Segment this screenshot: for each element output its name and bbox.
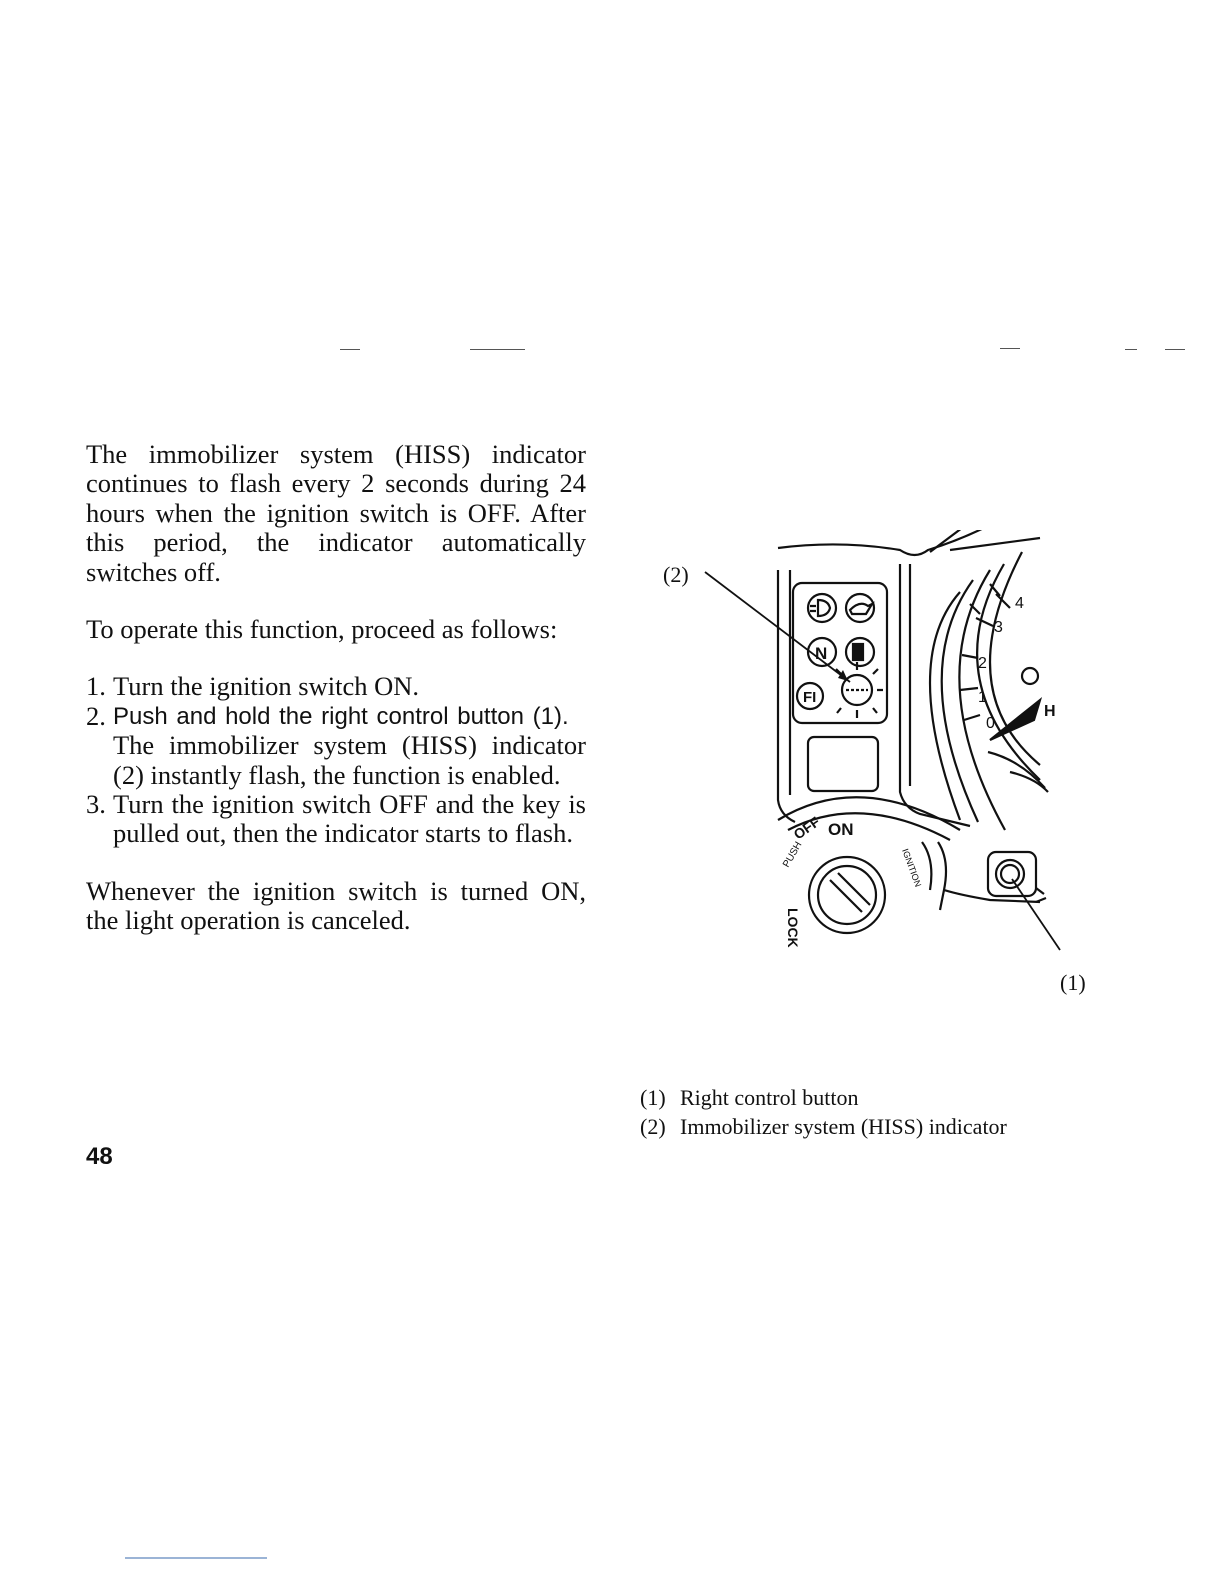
scan-artifact-line (1125, 349, 1137, 350)
ignition-lock-label: LOCK (785, 908, 801, 948)
page-number: 48 (86, 1143, 113, 1170)
gauge-number: 3 (994, 619, 1003, 636)
legend-text: Right control button (680, 1085, 859, 1110)
step-item (86, 702, 586, 790)
step-subtext: The immobilizer system (HISS) indicator (2) instantly flash, the function is enabled. (113, 730, 586, 790)
paragraph-closing: Whenever the ignition switch is turned ON, the light operation is canceled. (86, 875, 586, 936)
scan-artifact-line (1165, 349, 1185, 350)
step-text: Turn the ignition switch ON. (113, 671, 419, 702)
instrument-panel-illustration (660, 530, 1100, 1010)
gauge-number: 0 (986, 715, 995, 732)
ignition-push-label: PUSH (781, 839, 805, 870)
paragraph-hiss-flash: The immobilizer system (HISS) indicator continues to flash every 2 seconds during 24 hours when the ignition switch is OFF. After this period, the indicator automatically switches off. (86, 439, 586, 587)
ignition-on-label: ON (828, 820, 854, 839)
scan-artifact-line (1000, 348, 1020, 349)
step-item (86, 672, 586, 701)
ignition-label: IGNITION (900, 847, 924, 889)
legend-number: (1) (640, 1085, 666, 1110)
step-text: Turn the ignition switch OFF and the key is pulled out, then the indicator starts to flash. (113, 789, 586, 849)
gauge-number: 4 (1015, 595, 1024, 612)
paragraph-procedure-intro: To operate this function, proceed as follows: (86, 614, 558, 645)
gauge-number: 1 (978, 689, 987, 706)
bottom-rule (125, 1557, 267, 1559)
figure-legend (640, 1083, 1007, 1141)
step-number: 3. (86, 789, 106, 820)
callout-1-label: (1) (1060, 970, 1086, 995)
step-text: Push and hold the right control button (1). (113, 702, 569, 730)
legend-text: Immobilizer system (HISS) indicator (680, 1114, 1007, 1139)
body-text (86, 440, 586, 936)
gauge-number: 2 (978, 655, 987, 672)
neutral-icon: N (815, 644, 828, 663)
callout-2-label: (2) (663, 562, 689, 587)
step-number: 2. (86, 700, 106, 731)
step-number: 1. (86, 671, 106, 702)
scan-artifact-line (470, 349, 525, 350)
legend-item (640, 1083, 1007, 1112)
hot-marker: H (1044, 703, 1056, 720)
ignition-off-label: OFF (790, 813, 823, 843)
procedure-steps (86, 672, 586, 848)
legend-number: (2) (640, 1114, 666, 1139)
legend-item (640, 1112, 1007, 1141)
fi-icon: FI (803, 689, 817, 706)
scan-artifact-line (340, 349, 360, 350)
instrument-panel-drawing (660, 530, 1100, 1010)
step-item (86, 790, 586, 849)
